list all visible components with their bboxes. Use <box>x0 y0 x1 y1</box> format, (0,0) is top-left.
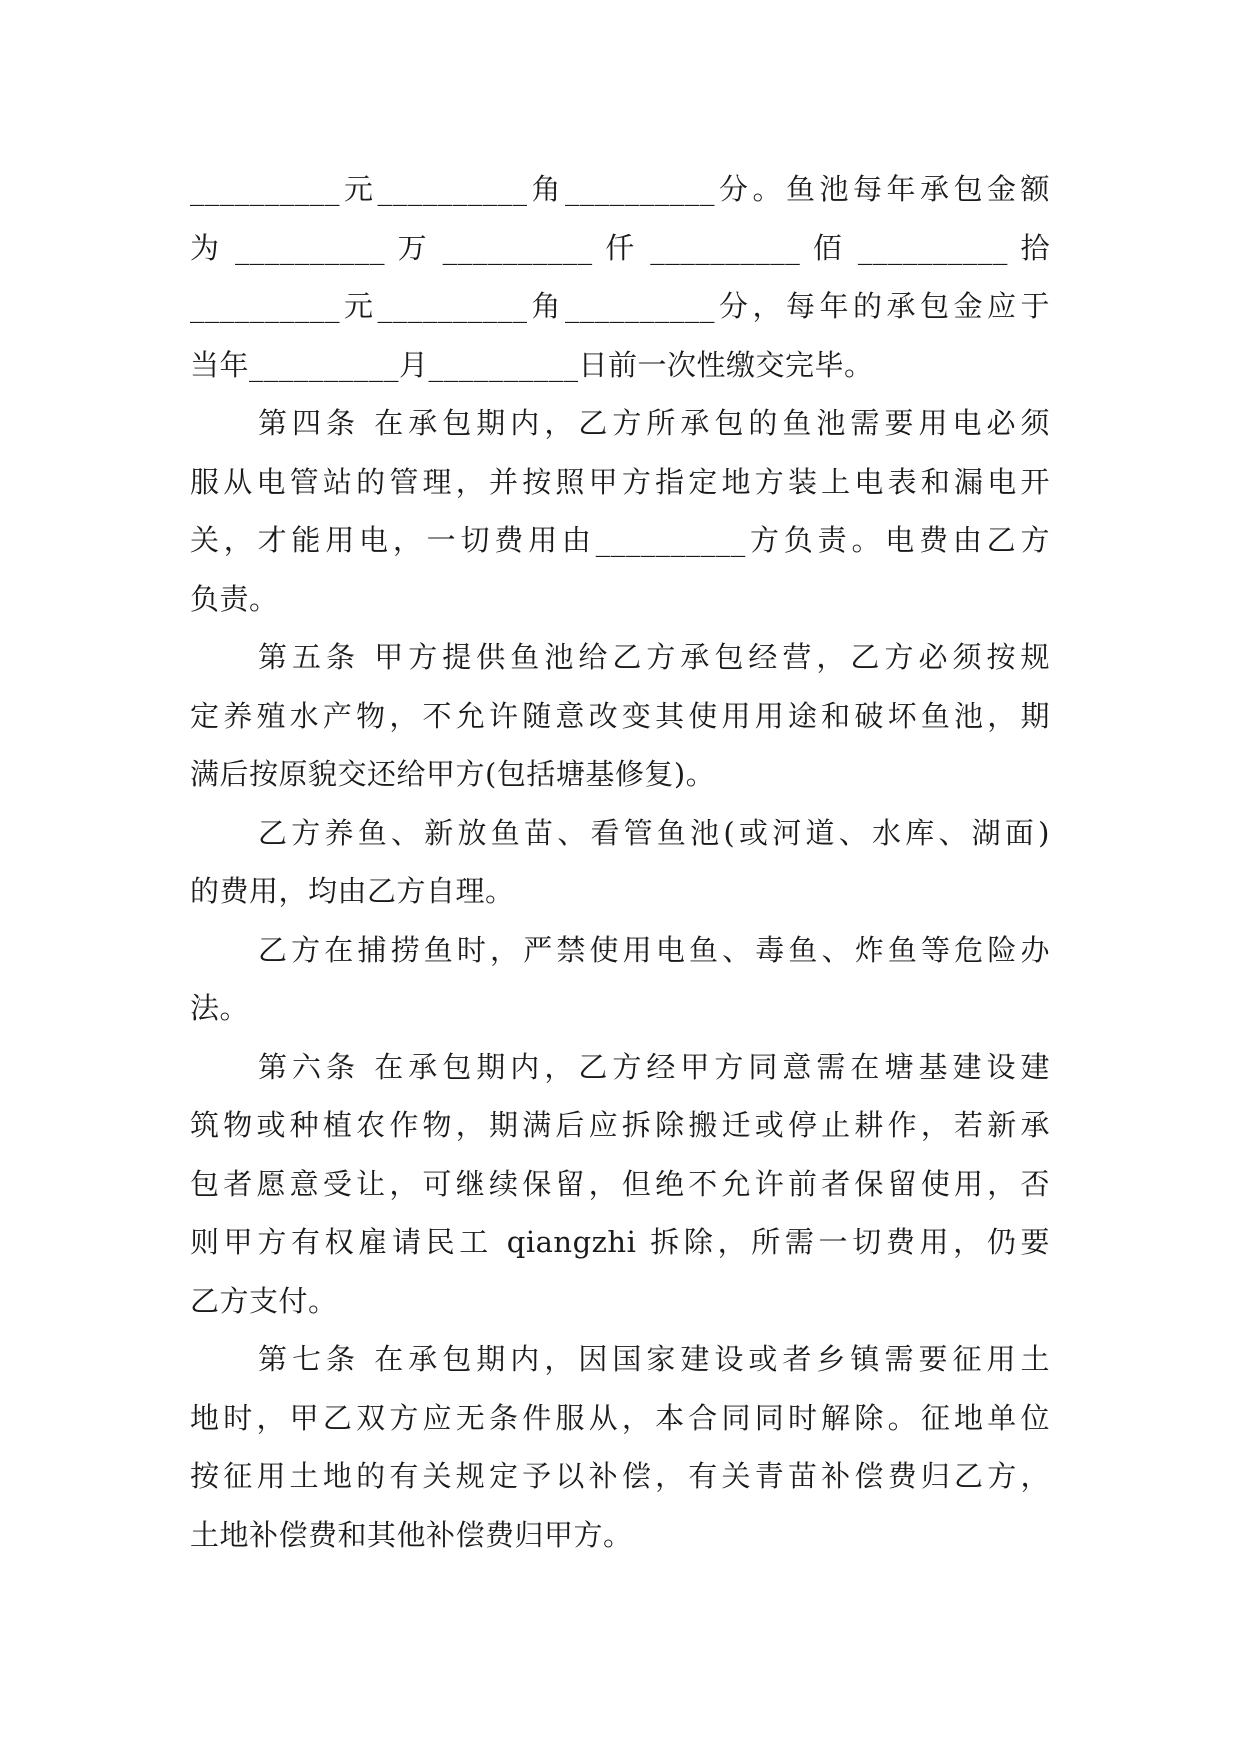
text-line: 定养殖水产物，不允许随意改变其使用用途和破坏鱼池，期 <box>190 698 1050 733</box>
article-6-start: 第六条 在承包期内，乙方经甲方同意需在塘基建设建 <box>258 1049 1050 1084</box>
text-line: 关，才能用电，一切费用由__________方负责。电费由乙方 <box>190 523 1050 557</box>
paragraph-start: 乙方在捕捞鱼时，严禁使用电鱼、毒鱼、炸鱼等危险办 <box>258 932 1050 967</box>
article-5-start: 第五条 甲方提供鱼池给乙方承包经营，乙方必须按规 <box>258 640 1050 674</box>
text-line: __________元__________角__________分，每年的承包金应于 <box>190 289 1050 323</box>
text-line: 按征用土地的有关规定予以补偿，有关青苗补偿费归乙方， <box>190 1459 1050 1493</box>
text-line: 满后按原貌交还给甲方(包括塘基修复)。 <box>190 757 716 791</box>
text-line: 负责。 <box>190 581 279 616</box>
text-line: 当年__________月__________日前一次性缴交完毕。 <box>190 347 874 382</box>
contract-body <box>190 160 1050 1564</box>
text-line: 的费用，均由乙方自理。 <box>190 874 515 908</box>
article-4-start: 第四条 在承包期内，乙方所承包的鱼池需要用电必须 <box>258 406 1050 440</box>
text-line: 地时，甲乙双方应无条件服从，本合同同时解除。征地单位 <box>190 1400 1050 1435</box>
text-line: 法。 <box>190 991 250 1025</box>
paragraph-start: 乙方养鱼、新放鱼苗、看管鱼池(或河道、水库、湖面) <box>258 815 1050 850</box>
text-line: __________元__________角__________分。鱼池每年承包金额 <box>190 172 1050 206</box>
text-line: 为 __________ 万 __________ 仟 __________ 佰 __________ 拾 <box>190 230 1050 265</box>
article-7-start: 第七条 在承包期内，因国家建设或者乡镇需要征用土 <box>258 1342 1050 1376</box>
text-line: 包者愿意受让，可继续保留，但绝不允许前者保留使用，否 <box>190 1166 1050 1201</box>
text-line: 筑物或种植农作物，期满后应拆除搬迁或停止耕作，若新承 <box>190 1108 1050 1142</box>
text-line: 乙方支付。 <box>190 1283 338 1318</box>
text-line: 土地补偿费和其他补偿费归甲方。 <box>190 1517 633 1552</box>
text-line: 服从电管站的管理，并按照甲方指定地方装上电表和漏电开 <box>190 464 1050 499</box>
text-line: 则甲方有权雇请民工 qiangzhi 拆除，所需一切费用，仍要 <box>190 1225 1050 1259</box>
